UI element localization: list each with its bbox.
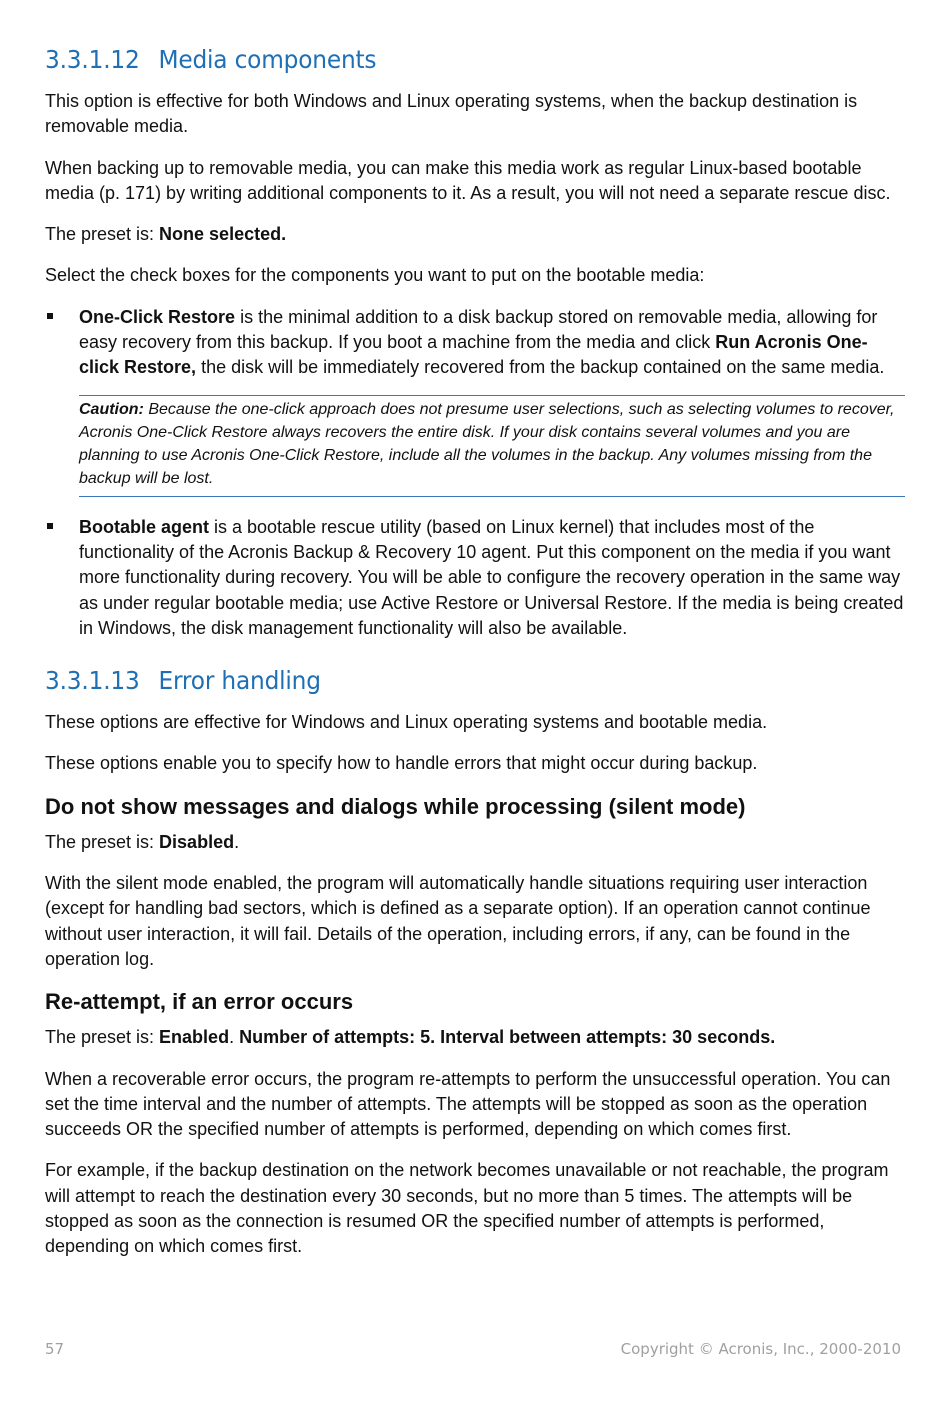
bullet-marker-icon bbox=[47, 313, 53, 319]
bullet-item-bootable-agent: Bootable agent is a bootable rescue utility (based on Linux kernel) that includes most of the functionality of the Acronis Backup & Recovery 10 agent. Put this component on the media if you want more functionality during recovery. You will be able to configure the recovery operation in the same way as under regular bootable media; use Active Restore or Universal Restore. If the media is being created in Windows, the disk management functionality will also be available. bbox=[45, 515, 905, 641]
paragraph: When a recoverable error occurs, the program re-attempts to perform the unsuccessful operation. You can set the time interval and the number of attempts. The attempts will be stopped as soon as the operation succeeds OR the specified number of attempts is performed, depending on which comes first. bbox=[45, 1068, 891, 1140]
preset-line: The preset is: Enabled. Number of attempts: 5. Interval between attempts: 30 seconds. bbox=[45, 1027, 776, 1048]
paragraph: These options enable you to specify how to handle errors that might occur during backup. bbox=[45, 753, 758, 774]
section-title: Error handling bbox=[158, 666, 321, 696]
document-page bbox=[45, 44, 905, 1276]
preset-extra: Number of attempts: 5. Interval between attempts: 30 seconds. bbox=[239, 1027, 776, 1048]
paragraph: This option is effective for both Windows and Linux operating systems, when the backup destination is removable media. bbox=[45, 91, 858, 137]
bullet-term: Bootable agent bbox=[79, 516, 210, 537]
copyright-notice: Copyright © Acronis, Inc., 2000-2010 bbox=[620, 1340, 901, 1358]
preset-value: Enabled bbox=[159, 1027, 230, 1048]
section-heading-media-components bbox=[45, 44, 845, 76]
section-title: Media components bbox=[158, 45, 377, 74]
subheading-silent-mode: Do not show messages and dialogs while processing (silent mode) bbox=[45, 793, 746, 819]
paragraph: These options are effective for Windows and Linux operating systems and bootable media. bbox=[45, 712, 768, 733]
section-number: 3.3.1.12 bbox=[45, 45, 140, 74]
page-footer bbox=[45, 1340, 901, 1362]
section-heading-error-handling bbox=[45, 665, 845, 697]
preset-line: The preset is: Disabled. bbox=[45, 831, 240, 852]
bullet-marker-icon bbox=[47, 523, 53, 529]
preset-value: Disabled bbox=[159, 831, 235, 852]
caution-label: Caution: bbox=[79, 400, 144, 418]
paragraph: For example, if the backup destination on the network becomes unavailable or not reachable, the program will attempt to reach the destination every 30 seconds, but no more than 5 times. The attempts will be stopped as soon as the connection is resumed OR the specified number of attempts is performed, depending on which comes first. bbox=[45, 1160, 889, 1257]
paragraph: Select the check boxes for the components you want to put on the bootable media: bbox=[45, 265, 705, 286]
preset-value: None selected. bbox=[159, 224, 287, 245]
subheading-re-attempt: Re-attempt, if an error occurs bbox=[45, 989, 354, 1015]
section-number: 3.3.1.13 bbox=[45, 666, 140, 696]
caution-text: Because the one-click approach does not presume user selections, such as selecting volumes to recover, Acronis One-Click Restore always recovers the entire disk. If your disk contains several volumes and you are planning to use Acronis One-Click Restore, include all the volumes in the backup. Any volumes missing from the backup will be lost. bbox=[79, 400, 895, 487]
paragraph: With the silent mode enabled, the program will automatically handle situations requiring user interaction (except for handling bad sectors, which is defined as a separate option). If an operation cannot continue without user interaction, it will fail. Details of the operation, including errors, if any, can be found in the operation log. bbox=[45, 873, 871, 969]
paragraph: When backing up to removable media, you can make this media work as regular Linux-based bootable media (p. 171) by writing additional components to it. As a result, you will not need a separate rescue disc. bbox=[45, 157, 891, 203]
preset-line: The preset is: None selected. bbox=[45, 224, 287, 245]
caution-note bbox=[79, 395, 905, 497]
bullet-term: One-Click Restore bbox=[79, 306, 236, 327]
bullet-item-one-click-restore: One-Click Restore is the minimal addition to a disk backup stored on removable media, allowing for easy recovery from this backup. If you boot a machine from the media and click Run Acronis One-click Restore, the disk will be immediately recovered from the backup contained on the same media. bbox=[45, 305, 905, 381]
page-number: 57 bbox=[45, 1340, 65, 1358]
